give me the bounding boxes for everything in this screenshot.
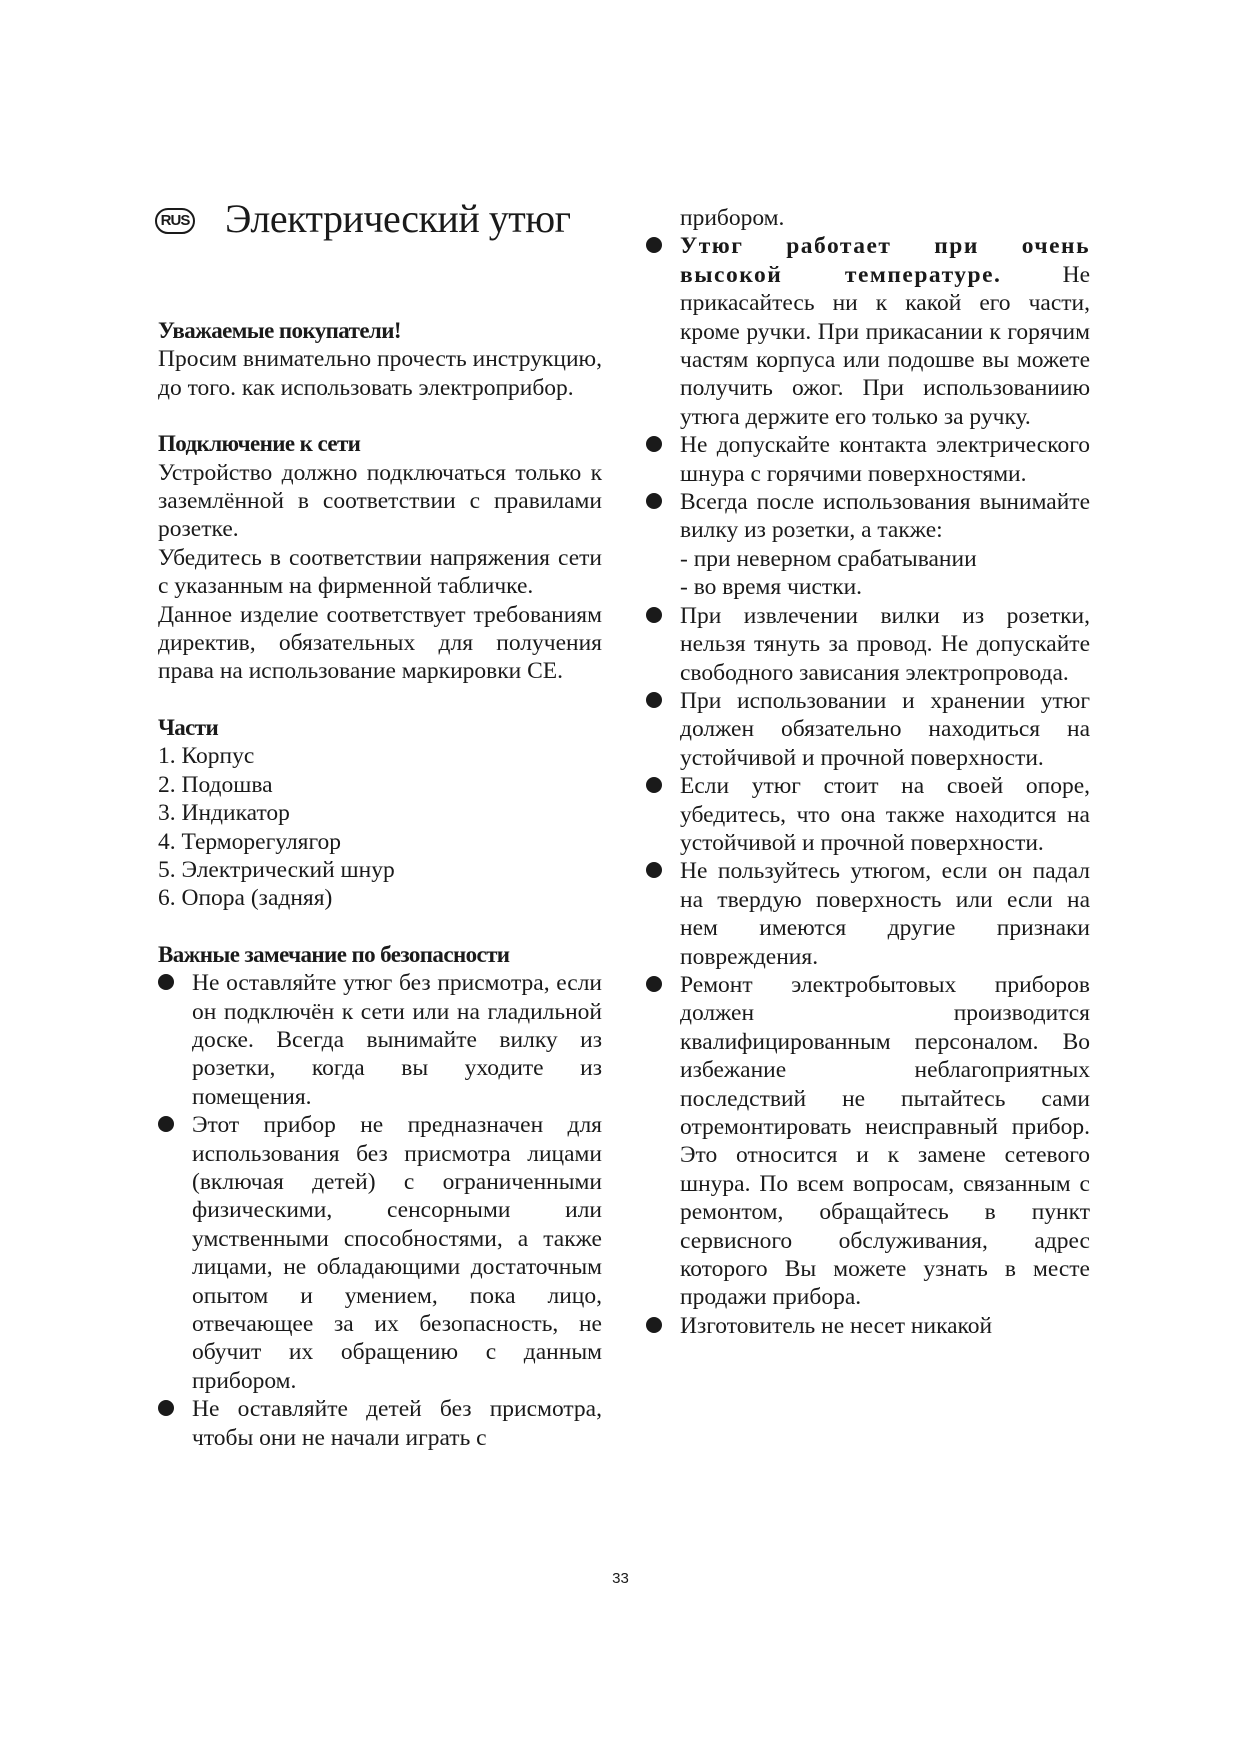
bullet-icon bbox=[158, 974, 174, 990]
parts-list-item: 1. Корпус bbox=[158, 743, 255, 770]
bullet-icon bbox=[646, 436, 662, 452]
continuation-text: прибором. bbox=[680, 205, 785, 231]
bullet-icon bbox=[646, 862, 662, 878]
safety-bullet: Если утюг стоит на своей опоре, убедитесь, что она также находится на устойчивой и прочной поверхности. bbox=[646, 772, 1090, 857]
page-number: 33 bbox=[612, 1570, 629, 1587]
parts-list bbox=[158, 742, 602, 912]
safety-bullet: Не оставляйте утюг без присмотра, если он подключён к сети или на гладильной доске. Всегда вынимайте вилку из розетки, когда вы уходите из помещения. bbox=[158, 969, 602, 1111]
safety-bullet: При извлечении вилки из розетки, нельзя тянуть за провод. Не допускайте свободного зависания электропровода. bbox=[646, 602, 1090, 687]
safety-bullet: Всегда после использования вынимайте вилку из розетки, а также: bbox=[646, 488, 1090, 545]
section-text-dear-customers: Просим внимательно прочесть инструкцию, до того. как использовать электроприбор. bbox=[158, 346, 602, 401]
safety-bullet: Не оставляйте детей без присмотра, чтобы они не начали играть с bbox=[158, 1395, 602, 1452]
safety-bullet: Утюг работает при очень высокой температуре. Не прикасайтесь ни к какой его части, кроме ручки. При прикасании к горячим частям корпуса или подошве вы можете получить ожог. При использованиию утюга держите его только за ручку. bbox=[646, 232, 1090, 431]
safety-bullet: Ремонт электробытовых приборов должен производится квалифицированным персоналом. Во избежание неблагоприятных последствий не пытайтесь сами отремонтировать неисправный прибор. Это относится и к замене сетевого шнура. По всем вопросам, связанным с ремонтом, обращайтесь в пункт сервисного обслуживания, адрес которого Вы можете узнать в месте продажи прибора. bbox=[646, 971, 1090, 1312]
left-column bbox=[158, 317, 602, 1452]
section-heading-safety: Важные замечание по безопасности bbox=[158, 941, 510, 967]
bullet-icon bbox=[646, 777, 662, 793]
language-badge: RUS bbox=[155, 208, 195, 234]
right-column bbox=[646, 204, 1090, 1340]
section-heading-dear-customers: Уважаемые покупатели! bbox=[158, 318, 401, 343]
sub-item: - во время чистки. bbox=[680, 574, 863, 601]
bullet-icon bbox=[646, 237, 662, 253]
bullet-icon bbox=[646, 607, 662, 623]
bullet-icon bbox=[646, 976, 662, 992]
connection-paragraph-2: Убедитесь в соответствии напряжения сети с указанным на фирменной табличке. bbox=[158, 544, 602, 600]
parts-list-item: 2. Подошва bbox=[158, 771, 273, 798]
section-heading-parts: Части bbox=[158, 714, 219, 740]
parts-list-item: 5. Электрический шнур bbox=[158, 856, 395, 883]
connection-paragraph-3: Данное изделие соответствует требованиям директив, обязательных для получения права на использование маркировки CE. bbox=[158, 601, 602, 685]
safety-bullet: Этот прибор не предназначен для использования без присмотра лицами (включая детей) с ограниченными физическими, сенсорными или умственными способностями, а также лицами, не обладающими достаточным опытом и умением, пока лицо, отвечающее за их безопасность, не обучит их обращению с данным прибором. bbox=[158, 1111, 602, 1395]
safety-bullet: При использовании и хранении утюг должен обязательно находиться на устойчивой и прочной поверхности. bbox=[646, 687, 1090, 772]
bullet-icon bbox=[158, 1116, 174, 1132]
sub-item: - при неверном срабатывании bbox=[680, 545, 977, 572]
warning-emphasis: Утюг работает при очень высокой температуре. bbox=[680, 233, 1090, 288]
section-heading-connection: Подключение к сети bbox=[158, 431, 361, 457]
parts-list-item: 6. Опора (задняя) bbox=[158, 885, 333, 912]
bullet-icon bbox=[646, 1317, 662, 1333]
bullet-icon bbox=[158, 1400, 174, 1416]
bullet-icon bbox=[646, 493, 662, 509]
safety-bullet: Не допускайте контакта электрического шнура с горячими поверхностями. bbox=[646, 431, 1090, 488]
parts-list-item: 4. Терморегулягор bbox=[158, 828, 342, 855]
title-row bbox=[155, 195, 571, 242]
parts-list-item: 3. Индикатор bbox=[158, 800, 290, 827]
bullet-icon bbox=[646, 692, 662, 708]
connection-paragraph-1: Устройство должно подключаться только к заземлённой в соответствии с правилами розетке. bbox=[158, 459, 602, 543]
page-title: Электрический утюг bbox=[225, 196, 571, 241]
safety-bullet: Не пользуйтесь утюгом, если он падал на твердую поверхность или если на нем имеются другие признаки повреждения. bbox=[646, 857, 1090, 971]
safety-bullet: Изготовитель не несет никакой bbox=[646, 1312, 1090, 1340]
